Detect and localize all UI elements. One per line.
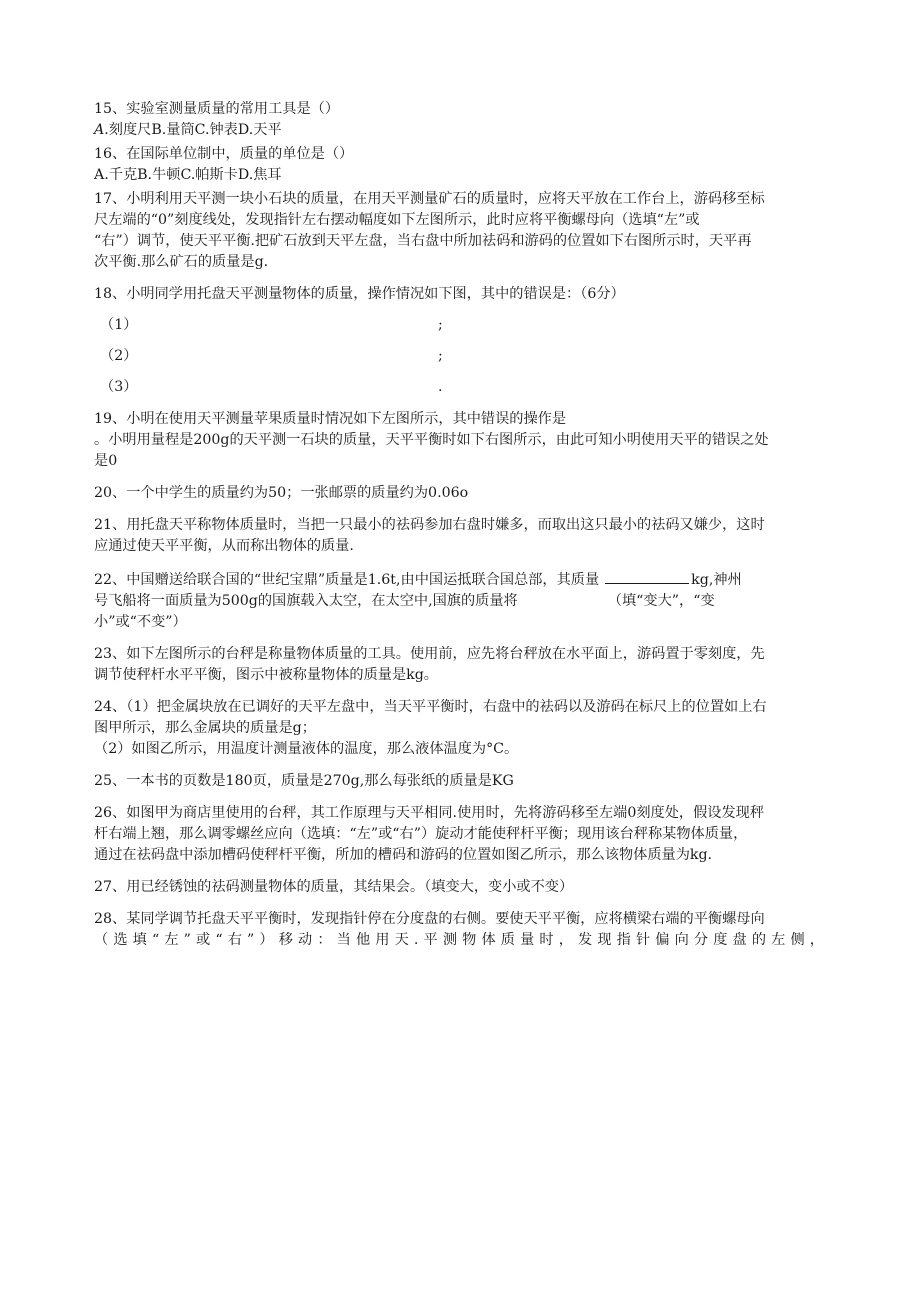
question-24-line-2: 图甲所示，那么金属块的质量是g； — [94, 720, 316, 736]
question-22-line-2 — [94, 591, 824, 612]
question-22-line-1-text: 22、中国赠送给联合国的“世纪宝鼎”质量是1.6t,由中国运抵联合国总部，其质量 — [94, 572, 600, 588]
blank-punctuation: ; — [438, 348, 443, 364]
blank-number: （1） — [100, 317, 138, 333]
question-24-line-1: 24、（1）把金属块放在已调好的天平左盘中，当天平平衡时，右盘中的祛码以及游码在标尺上的位置如上右 — [94, 699, 767, 715]
question-26-line-2: 杆右端上翘，那么调零螺丝应向（选填：“左”或“右”）旋动才能使秤杆平衡；现用该台秤称某物体质量， — [94, 826, 748, 842]
question-15-options — [94, 120, 824, 141]
question-16-stem: 16、在国际单位制中，质量的单位是（） — [94, 146, 354, 162]
question-24 — [94, 697, 824, 760]
question-27-text: 27、用已经锈蚀的祛码测量物体的质量，其结果会。（填变大，变小或不变） — [94, 879, 574, 895]
question-20 — [94, 483, 824, 504]
blank-number: （3） — [100, 379, 138, 395]
question-19-line-1: 19、小明在使用天平测量苹果质量时情况如下左图所示，其中错误的操作是 — [94, 411, 567, 427]
question-27 — [94, 877, 824, 898]
question-17-line-2: 尺左端的“0”刻度线处，发现指针左右摆动幅度如下左图所示，此时应将平衡螺母向（选填“左”或 — [94, 212, 700, 228]
question-21 — [94, 515, 824, 557]
question-18-blank-3 — [94, 377, 824, 398]
blank-punctuation: . — [438, 379, 443, 395]
blank-punctuation: ; — [438, 317, 443, 333]
question-22 — [94, 568, 824, 633]
question-26 — [94, 803, 824, 866]
question-17 — [94, 189, 824, 273]
question-17-line-3: “右”）调节，使天平平衡.把矿石放到天平左盘，当右盘中所加祛码和游码的位置如下右图所示时，天平再 — [94, 233, 752, 249]
blank-number: （2） — [100, 348, 138, 364]
question-15-options-text: 刻度尺B.量筒C.钟表D.天平 — [108, 122, 282, 138]
question-18-blank-1 — [94, 315, 824, 336]
question-28-line-1: 28、某同学调节托盘天平平衡时，发现指针停在分度盘的右侧。要使天平平衡，应将横梁右端的平衡螺母向 — [94, 911, 765, 927]
question-16 — [94, 144, 824, 186]
question-23-line-1: 23、如下左图所示的台秤是称量物体质量的工具。使用前，应先将台秤放在水平面上，游码置于零刻度，先 — [94, 646, 765, 662]
question-19 — [94, 409, 824, 472]
question-23-line-2: 调节使秤杆水平平衡，图示中被称量物体的质量是kg。 — [94, 667, 438, 683]
question-25-text: 25、一本书的页数是180页，质量是270g,那么每张纸的质量是KG — [94, 773, 514, 789]
question-21-line-2: 应通过使天平平衡，从而称出物体的质量. — [94, 538, 354, 554]
question-19-line-2: 。小明用量程是200g的天平测一石块的质量，天平平衡时如下右图所示，由此可知小明使用天平的错误之处 — [94, 432, 769, 448]
question-24-line-3: （2）如图乙所示，用温度计测量液体的温度，那么液体温度为°C。 — [94, 741, 519, 757]
question-15 — [94, 99, 824, 141]
question-19-line-3: 是0 — [94, 453, 118, 469]
question-23 — [94, 644, 824, 686]
question-15-option-a-marker: A. — [94, 122, 109, 138]
question-25 — [94, 771, 824, 792]
question-26-line-1: 26、如图甲为商店里使用的台秤，其工作原理与天平相同.使用时，先将游码移至左端0刻度处，假设发现秤 — [94, 805, 765, 821]
question-22-line-1 — [94, 568, 824, 591]
question-21-line-1: 21、用托盘天平称物体质量时，当把一只最小的祛码参加右盘时嫌多，而取出这只最小的祛码又嫌少，这时 — [94, 517, 765, 533]
question-28 — [94, 909, 824, 951]
question-18-stem: 18、小明同学用托盘天平测量物体的质量，操作情况如下图，其中的错误是：（6分） — [94, 286, 625, 302]
question-16-options: A.千克B.牛顿C.帕斯卡D.焦耳 — [94, 167, 282, 183]
question-18 — [94, 284, 824, 398]
question-18-blank-2 — [94, 346, 824, 367]
question-list — [94, 99, 824, 951]
question-20-text: 20、一个中学生的质量约为50；一张邮票的质量约为0.06o — [94, 485, 469, 501]
question-15-stem: 15、实验室测量质量的常用工具是（） — [94, 101, 340, 117]
question-22-line-2-text: 号飞船将一面质量为500g的国旗载入太空，在太空中,国旗的质量将 — [94, 593, 518, 609]
question-22-line-1-unit: kg,神州 — [691, 572, 742, 588]
question-22-line-2-hint: （填“变大”，“变 — [607, 593, 715, 609]
question-28-line-2: （选填“左”或“右”）移动：当他用天.平测物体质量时，发现指针偏向分度盘的左侧， — [94, 932, 824, 948]
question-17-line-1: 17、小明利用天平测一块小石块的质量，在用天平测量矿石的质量时，应将天平放在工作台上，游码移至标 — [94, 191, 765, 207]
question-26-line-3: 通过在祛码盘中添加槽码使秤杆平衡，所加的槽码和游码的位置如图乙所示，那么该物体质量为kg. — [94, 847, 713, 863]
question-17-line-4: 次平衡.那么矿石的质量是g. — [94, 254, 269, 270]
answer-blank-underline — [605, 568, 689, 584]
question-22-line-3: 小”或“不变”） — [94, 614, 187, 630]
